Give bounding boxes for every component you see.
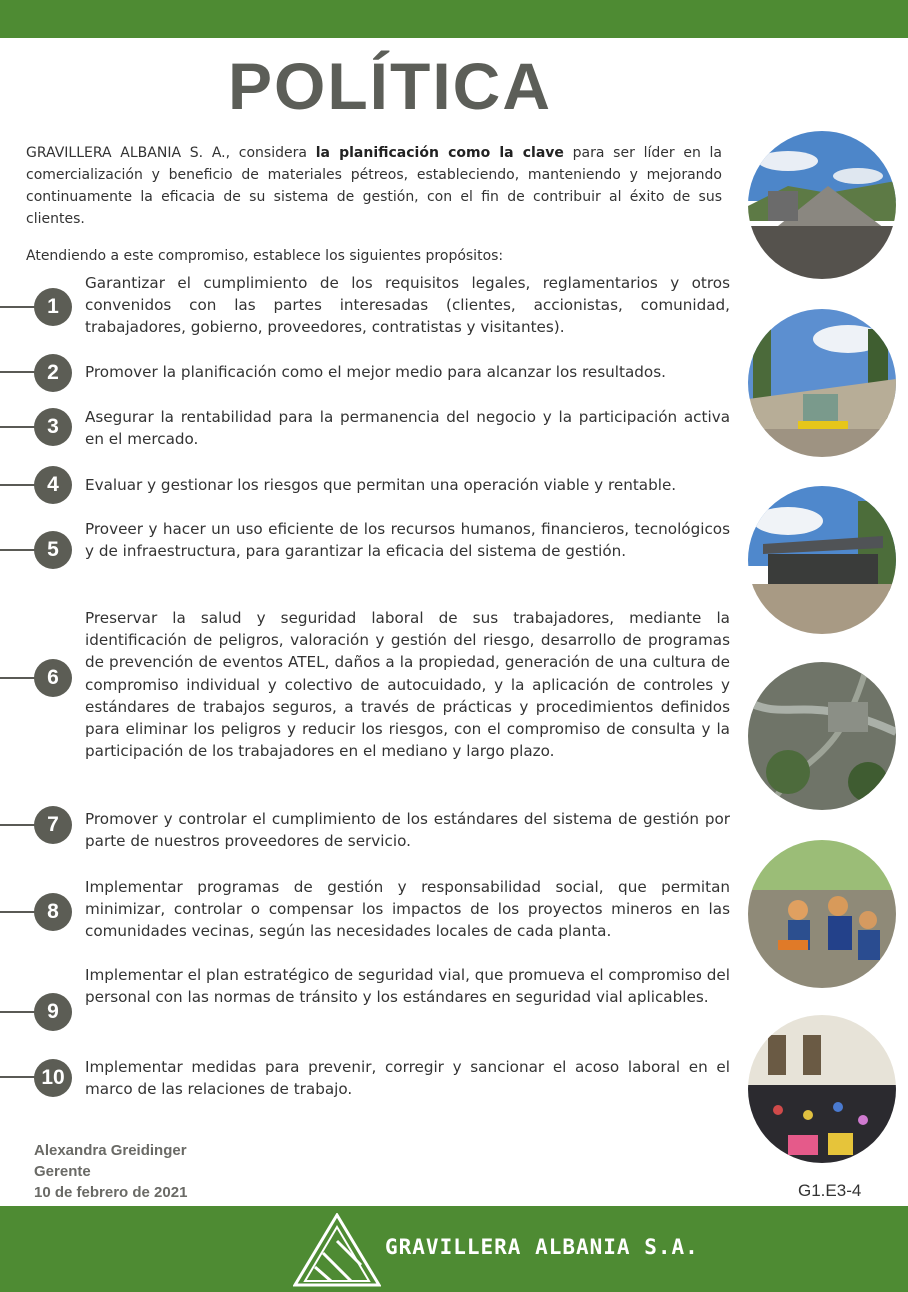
photo-community-event xyxy=(748,1015,896,1163)
purpose-number-badge: 8 xyxy=(34,893,72,931)
purpose-text: Promover la planificación como el mejor medio para alcanzar los resultados. xyxy=(85,363,666,381)
intro-emphasis: la planificación como la clave xyxy=(315,145,564,161)
signature-date: 10 de febrero de 2021 xyxy=(34,1184,188,1201)
purpose-number-badge: 5 xyxy=(34,531,72,569)
purpose-text: Garantizar el cumplimiento de los requisitos legales, reglamentarios y otros convenidos con las partes interesadas (clientes, accionistas, comunidad, trabajadores, gobierno, proveedores, contratistas y visitantes). xyxy=(85,274,730,337)
purpose-number-badge: 3 xyxy=(34,408,72,446)
purpose-text: Preservar la salud y seguridad laboral de sus trabajadores, mediante la identificación de peligros, valoración y gestión del riesgo, desarrollo de programas de prevención de eventos ATEL, daños a la propiedad, generación de una cultura de compromiso individual y colectivo de autocuidado, y la aplicación de controles y estándares de trabajos seguros, a través de prácticas y procedimientos definidos para eliminar los peligros y reducir los riesgos, con el compromiso de consulta y la participación de los trabajadores en el mediano y largo plazo. xyxy=(85,609,730,761)
intro-company: GRAVILLERA ALBANIA S. A., considera xyxy=(26,145,307,161)
purpose-number-badge: 9 xyxy=(34,993,72,1031)
purpose-number-badge: 6 xyxy=(34,659,72,697)
purpose-number-badge: 2 xyxy=(34,354,72,392)
mountain-logo-icon xyxy=(293,1213,381,1287)
photo-site-cabin xyxy=(748,309,896,457)
purpose-text: Implementar medidas para prevenir, corregir y sancionar el acoso laboral en el marco de las relaciones de trabajo. xyxy=(85,1058,730,1099)
purpose-text: Implementar el plan estratégico de seguridad vial, que promueva el compromiso del personal con las normas de tránsito y los estándares en seguridad vial aplicables. xyxy=(85,966,730,1007)
purpose-text: Promover y controlar el cumplimiento de los estándares del sistema de gestión por parte de nuestros proveedores de servicio. xyxy=(85,810,730,851)
top-green-bar xyxy=(0,0,908,38)
purpose-text: Asegurar la rentabilidad para la permanencia del negocio y la participación activa en el mercado. xyxy=(85,408,730,449)
photo-aerial-view xyxy=(748,662,896,810)
photo-shed-structure xyxy=(748,486,896,634)
purpose-text: Proveer y hacer un uso eficiente de los recursos humanos, financieros, tecnológicos y de infraestructura, para garantizar la eficacia del sistema de gestión. xyxy=(85,520,730,561)
page-title: POLÍTICA xyxy=(228,49,552,123)
purpose-text: Evaluar y gestionar los riesgos que permitan una operación viable y rentable. xyxy=(85,476,677,494)
photo-quarry-plant xyxy=(748,131,896,279)
purpose-number-badge: 4 xyxy=(34,466,72,504)
signature-block xyxy=(34,1140,187,1203)
photo-workers-group xyxy=(748,840,896,988)
signer-role: Gerente xyxy=(34,1163,91,1180)
document-code: G1.E3-4 xyxy=(798,1181,862,1200)
intro-rest: para ser líder en la comercialización y beneficio de materiales pétreos, estableciendo, manteniendo y mejorando continuamente la eficacia de su sistema de gestión, con el fin de contribuir al éxito de sus clientes. xyxy=(26,145,723,227)
purpose-number-badge: 10 xyxy=(34,1059,72,1097)
purposes-lead: Atendiendo a este compromiso, establece los siguientes propósitos: xyxy=(26,248,504,264)
intro-paragraph xyxy=(26,142,722,230)
signer-name: Alexandra Greidinger xyxy=(34,1142,187,1159)
brand-name: GRAVILLERA ALBANIA S.A. xyxy=(385,1235,699,1259)
purpose-number-badge: 7 xyxy=(34,806,72,844)
purpose-number-badge: 1 xyxy=(34,288,72,326)
purpose-text: Implementar programas de gestión y responsabilidad social, que permitan minimizar, controlar o compensar los impactos de los proyectos mineros en las comunidades vecinas, según las necesidades locales de cada planta. xyxy=(85,878,730,941)
